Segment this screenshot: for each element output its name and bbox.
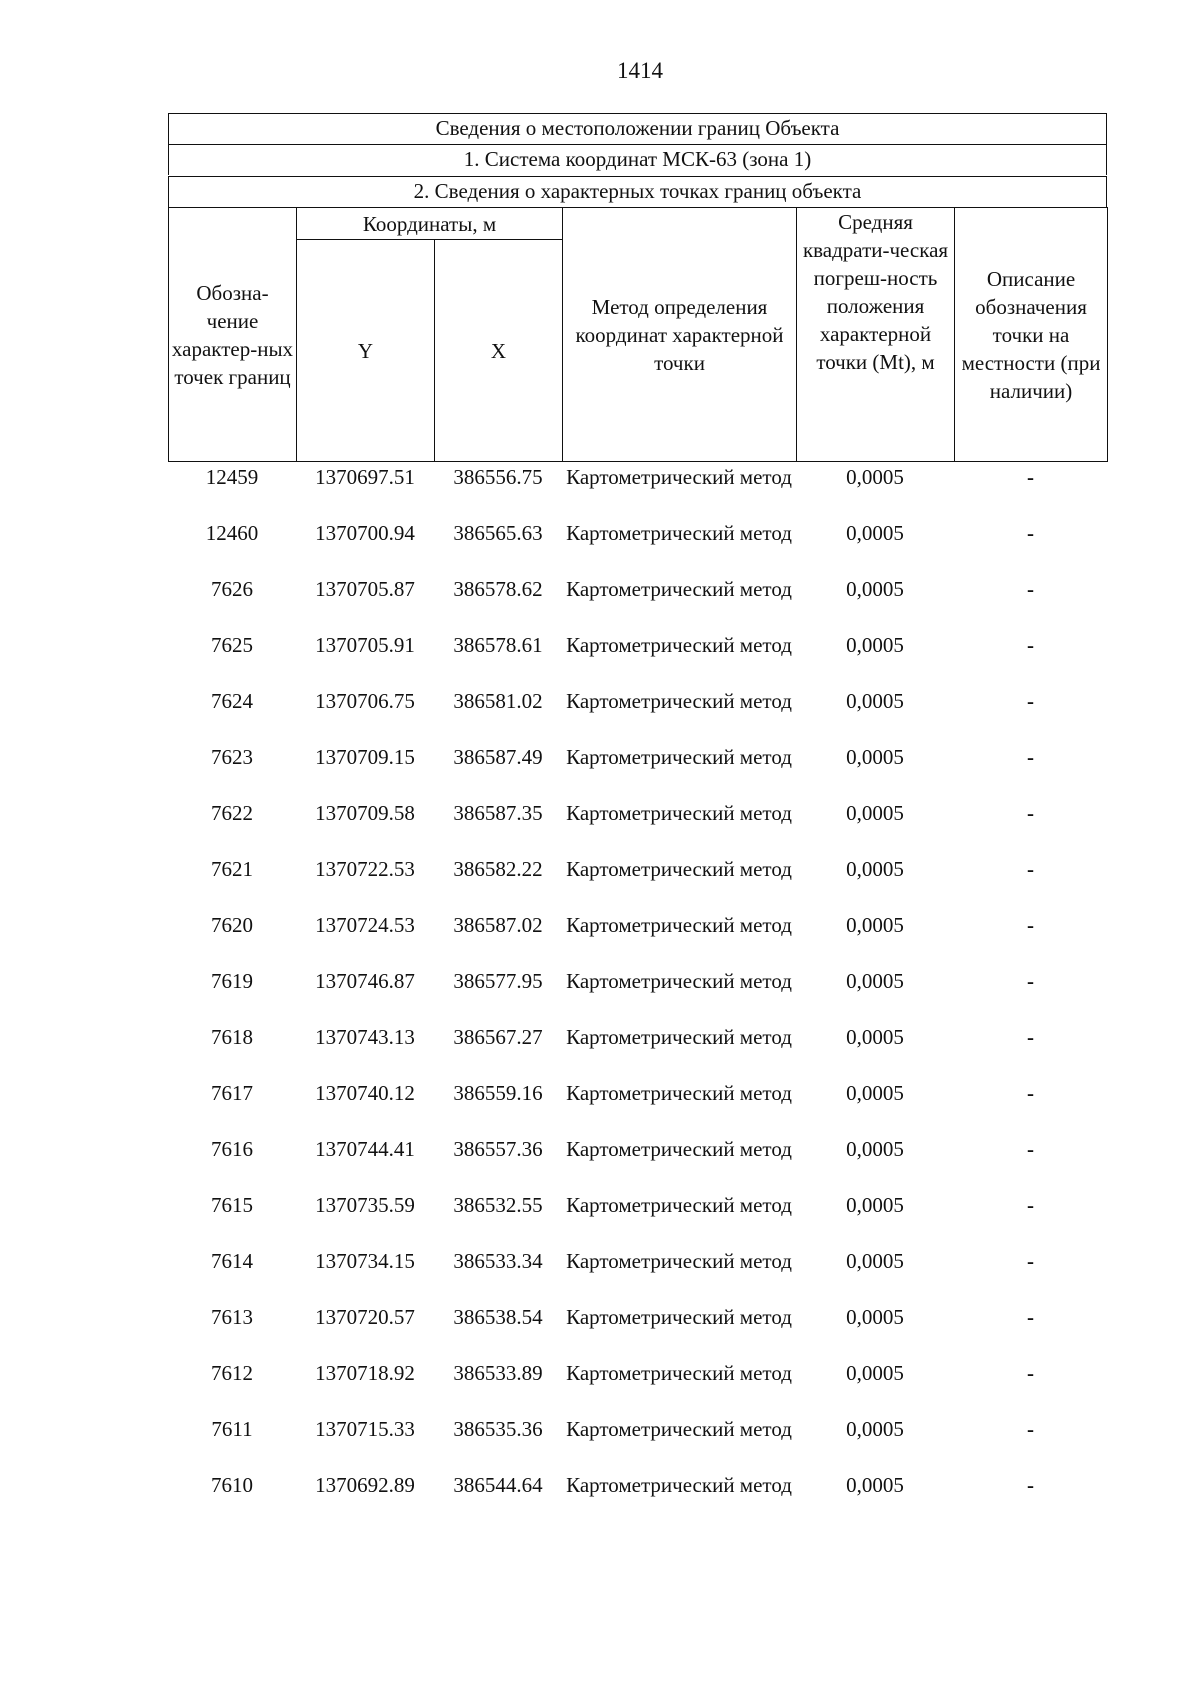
x-value: 386582.22 [453,857,543,881]
description-value: - [1027,1305,1034,1329]
method-value: Картометрический метод [566,1249,792,1273]
description-value: - [1027,1417,1034,1441]
error-value: 0,0005 [846,969,904,993]
x-value: 386581.02 [453,689,543,713]
method-value: Картометрический метод [566,1361,792,1385]
description-value: - [1027,969,1034,993]
x-value: 386557.36 [453,1137,543,1161]
point-id: 7611 [211,1417,253,1441]
method-value: Картометрический метод [566,1417,792,1441]
point-id: 7618 [211,1025,253,1049]
x-value: 386532.55 [453,1193,543,1217]
point-id: 7624 [211,689,253,713]
x-value: 386538.54 [453,1305,543,1329]
section-title: Сведения о местоположении границ Объекта [168,113,1107,144]
table-row [168,1415,1107,1471]
table-row [168,743,1107,799]
method-header: Метод определения координат характерной точки [563,208,797,462]
y-value: 1370697.51 [315,465,415,489]
point-id: 7625 [211,633,253,657]
y-value: 1370709.15 [315,745,415,769]
points-title: 2. Сведения о характерных точках границ объекта [168,176,1107,207]
description-value: - [1027,633,1034,657]
point-id: 7613 [211,1305,253,1329]
x-value: 386577.95 [453,969,543,993]
table-row [168,1135,1107,1191]
y-value: 1370746.87 [315,969,415,993]
coordinate-system-title: 1. Система координат МСК-63 (зона 1) [168,144,1107,175]
page-number: 1414 [617,58,663,83]
error-value: 0,0005 [846,521,904,545]
y-value: 1370734.15 [315,1249,415,1273]
table-row [168,631,1107,687]
description-value: - [1027,745,1034,769]
description-value: - [1027,689,1034,713]
table-row [168,1079,1107,1135]
y-value: 1370715.33 [315,1417,415,1441]
table-row [168,1247,1107,1303]
error-header: Средняя квадрати-ческая погреш-ность положения характерной точки (Mt), м [797,208,955,462]
y-value: 1370706.75 [315,689,415,713]
description-value: - [1027,1081,1034,1105]
method-value: Картометрический метод [566,913,792,937]
y-value: 1370735.59 [315,1193,415,1217]
table-row [168,1303,1107,1359]
x-value: 386578.61 [453,633,543,657]
description-value: - [1027,1137,1034,1161]
coordinates-header: Координаты, м [297,208,563,240]
error-value: 0,0005 [846,1025,904,1049]
point-id: 12459 [205,465,259,489]
table-row [168,519,1107,575]
y-value: 1370722.53 [315,857,415,881]
table-row [168,799,1107,855]
point-id: 7622 [211,801,253,825]
y-value: 1370720.57 [315,1305,415,1329]
description-value: - [1027,1361,1034,1385]
y-value: 1370700.94 [315,521,415,545]
error-value: 0,0005 [846,857,904,881]
table-row [168,911,1107,967]
point-id: 7623 [211,745,253,769]
description-value: - [1027,913,1034,937]
error-value: 0,0005 [846,1081,904,1105]
y-header: Y [297,240,435,462]
description-value: - [1027,1473,1034,1497]
method-value: Картометрический метод [566,1473,792,1497]
description-value: - [1027,1193,1034,1217]
error-value: 0,0005 [846,801,904,825]
point-id: 7614 [211,1249,253,1273]
error-value: 0,0005 [846,913,904,937]
y-value: 1370744.41 [315,1137,415,1161]
description-value: - [1027,857,1034,881]
y-value: 1370743.13 [315,1025,415,1049]
y-value: 1370692.89 [315,1473,415,1497]
description-value: - [1027,1249,1034,1273]
table-row [168,687,1107,743]
method-value: Картометрический метод [566,1025,792,1049]
method-value: Картометрический метод [566,1081,792,1105]
y-value: 1370740.12 [315,1081,415,1105]
point-id: 7619 [211,969,253,993]
error-value: 0,0005 [846,465,904,489]
point-id: 7615 [211,1193,253,1217]
error-value: 0,0005 [846,1361,904,1385]
x-value: 386565.63 [453,521,543,545]
point-id: 7612 [211,1361,253,1385]
error-value: 0,0005 [846,689,904,713]
method-value: Картометрический метод [566,969,792,993]
method-value: Картометрический метод [566,521,792,545]
y-value: 1370709.58 [315,801,415,825]
error-value: 0,0005 [846,633,904,657]
error-value: 0,0005 [846,577,904,601]
error-value: 0,0005 [846,1249,904,1273]
method-value: Картометрический метод [566,1305,792,1329]
method-value: Картометрический метод [566,1193,792,1217]
table-row [168,575,1107,631]
method-value: Картометрический метод [566,1137,792,1161]
error-value: 0,0005 [846,1137,904,1161]
points-table-body [168,463,1107,1527]
method-value: Картометрический метод [566,801,792,825]
description-value: - [1027,465,1034,489]
point-id: 7610 [211,1473,253,1497]
description-value: - [1027,1025,1034,1049]
error-value: 0,0005 [846,1473,904,1497]
x-value: 386567.27 [453,1025,543,1049]
description-header: Описание обозначения точки на местности (при наличии) [955,208,1108,462]
designation-header: Обозна-чение характер-ных точек границ [169,208,297,462]
point-id: 7626 [211,577,253,601]
method-value: Картометрический метод [566,633,792,657]
y-value: 1370705.87 [315,577,415,601]
x-value: 386535.36 [453,1417,543,1441]
x-header: X [435,240,563,462]
point-id: 7617 [211,1081,253,1105]
x-value: 386533.89 [453,1361,543,1385]
point-id: 7620 [211,913,253,937]
x-value: 386587.02 [453,913,543,937]
table-row [168,463,1107,519]
x-value: 386587.35 [453,801,543,825]
error-value: 0,0005 [846,1193,904,1217]
column-header-table [168,207,1108,462]
method-value: Картометрический метод [566,577,792,601]
table-row [168,1471,1107,1527]
table-row [168,1359,1107,1415]
table-row [168,967,1107,1023]
x-value: 386559.16 [453,1081,543,1105]
y-value: 1370718.92 [315,1361,415,1385]
method-value: Картометрический метод [566,689,792,713]
table-row [168,1023,1107,1079]
point-id: 7621 [211,857,253,881]
method-value: Картометрический метод [566,745,792,769]
table-row [168,1191,1107,1247]
x-value: 386544.64 [453,1473,543,1497]
table-row [168,855,1107,911]
y-value: 1370724.53 [315,913,415,937]
description-value: - [1027,801,1034,825]
point-id: 7616 [211,1137,253,1161]
description-value: - [1027,577,1034,601]
method-value: Картометрический метод [566,857,792,881]
error-value: 0,0005 [846,745,904,769]
x-value: 386578.62 [453,577,543,601]
description-value: - [1027,521,1034,545]
y-value: 1370705.91 [315,633,415,657]
error-value: 0,0005 [846,1417,904,1441]
x-value: 386556.75 [453,465,543,489]
method-value: Картометрический метод [566,465,792,489]
x-value: 386533.34 [453,1249,543,1273]
x-value: 386587.49 [453,745,543,769]
point-id: 12460 [205,521,259,545]
error-value: 0,0005 [846,1305,904,1329]
